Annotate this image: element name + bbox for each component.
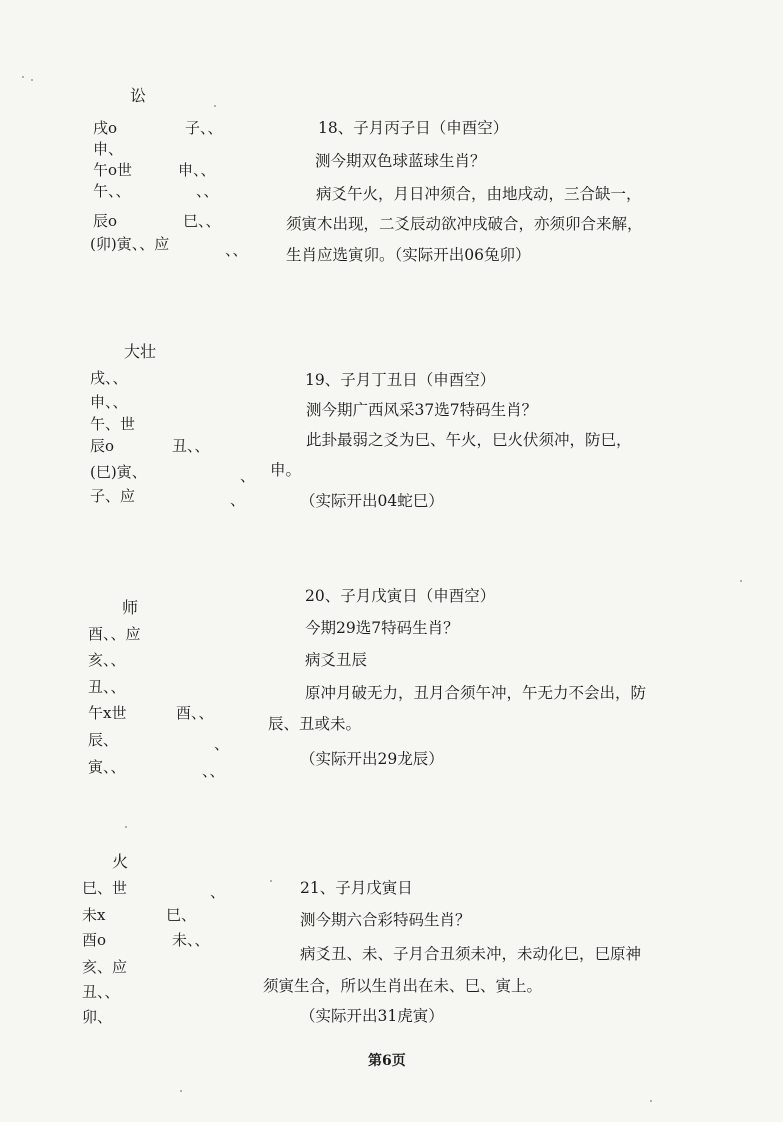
yao-line: 戌、、: [90, 369, 128, 387]
scan-speck: [740, 580, 742, 582]
yao-annotation: 、: [210, 883, 226, 901]
yao-line: 酉o: [82, 931, 107, 949]
yao-line: (卯)寅、、应: [90, 235, 170, 253]
case-title: 20、子月戊寅日（申酉空）: [305, 587, 496, 605]
yao-line: 丑、、: [82, 983, 120, 1001]
yao-line: 午x世: [88, 704, 127, 722]
yao-line: 巳、世: [82, 879, 128, 897]
scan-speck: [125, 826, 127, 828]
scan-speck: [270, 880, 272, 882]
case-paragraph: 申。: [270, 461, 302, 479]
case-result: 生肖应选寅卯。（实际开出06兔卯）: [286, 246, 531, 264]
yao-annotation: 巳、、: [183, 212, 221, 230]
yao-line: 午、世: [90, 415, 136, 433]
yao-annotation: 、、: [225, 241, 248, 259]
case-paragraph: 病爻丑、未、子月合丑须未冲，未动化巳，巳原神: [300, 945, 642, 963]
yao-line: (巳)寅、: [90, 463, 147, 481]
yao-annotation: 子、、: [185, 119, 223, 137]
scan-speck: [650, 1100, 652, 1102]
yao-line: 未x: [82, 906, 106, 924]
scan-speck: [31, 79, 33, 81]
case-paragraph: 须寅木出现，二爻辰动欲冲戌破合，亦须卯合来解，: [286, 215, 643, 233]
yao-line: 戌o: [93, 119, 118, 137]
yao-annotation: 、: [214, 735, 230, 753]
yao-line: 申、、: [90, 393, 128, 411]
case-title: 19、子月丁丑日（申酉空）: [305, 371, 496, 389]
scan-speck: [214, 105, 216, 107]
yao-annotation: 未、、: [172, 931, 210, 949]
case-paragraph: 须寅生合，所以生肖出在未、巳、寅上。: [263, 977, 543, 995]
hexagram-name: 大壮: [124, 342, 157, 361]
case-paragraph: 病爻丑辰: [305, 651, 368, 669]
case-result: （实际开出29龙辰）: [300, 750, 444, 768]
yao-annotation: 巳、: [166, 906, 197, 924]
yao-line: 酉、、应: [88, 625, 141, 643]
yao-line: 丑、、: [88, 678, 126, 696]
yao-line: 辰o: [90, 437, 115, 455]
yao-annotation: 丑、、: [172, 437, 210, 455]
case-question: 今期29选7特码生肖？: [305, 619, 459, 637]
case-title: 18、子月丙子日（申酉空）: [318, 119, 509, 137]
case-paragraph: 原冲月破无力，丑月合须午冲，午无力不会出，防: [305, 684, 647, 702]
case-title: 21、子月戊寅日: [300, 879, 413, 897]
yao-line: 亥、、: [88, 651, 126, 669]
yao-annotation: 、、: [196, 182, 219, 200]
case-paragraph: 辰、丑或未。: [268, 715, 362, 733]
hexagram-name: 讼: [130, 86, 147, 105]
yao-line: 子、应: [90, 487, 136, 505]
yao-line: 辰、: [88, 731, 119, 749]
yao-line: 午o世: [93, 161, 133, 179]
case-paragraph: 此卦最弱之爻为巳、午火，巳火伏须冲，防巳，: [306, 431, 632, 449]
case-paragraph: 病爻午火，月日冲须合，由地戌动，三合缺一，: [316, 185, 642, 203]
case-question: 测今期广西风采37选7特码生肖？: [306, 401, 538, 419]
yao-annotation: 申、、: [178, 161, 216, 179]
scan-speck: [22, 76, 24, 78]
yao-line: 辰o: [93, 212, 118, 230]
case-question: 测今期六合彩特码生肖？: [300, 911, 471, 929]
yao-line: 寅、、: [88, 758, 126, 776]
yao-line: 亥、应: [82, 958, 128, 976]
case-result: （实际开出04蛇巳）: [300, 492, 444, 510]
hexagram-name: 火: [112, 852, 129, 871]
yao-line: 午、、: [93, 182, 131, 200]
scan-speck: [180, 1090, 182, 1092]
yao-annotation: 酉、、: [176, 704, 214, 722]
hexagram-name: 师: [122, 598, 139, 617]
case-result: （实际开出31虎寅）: [300, 1007, 444, 1025]
yao-line: 卯、: [82, 1008, 113, 1026]
page-number: 第6页: [368, 1053, 406, 1069]
case-question: 测今期双色球蓝球生肖？: [315, 152, 486, 170]
yao-annotation: 、: [230, 491, 246, 509]
yao-annotation: 、、: [202, 762, 225, 780]
yao-line: 申、: [93, 140, 124, 158]
yao-annotation: 、: [240, 467, 256, 485]
